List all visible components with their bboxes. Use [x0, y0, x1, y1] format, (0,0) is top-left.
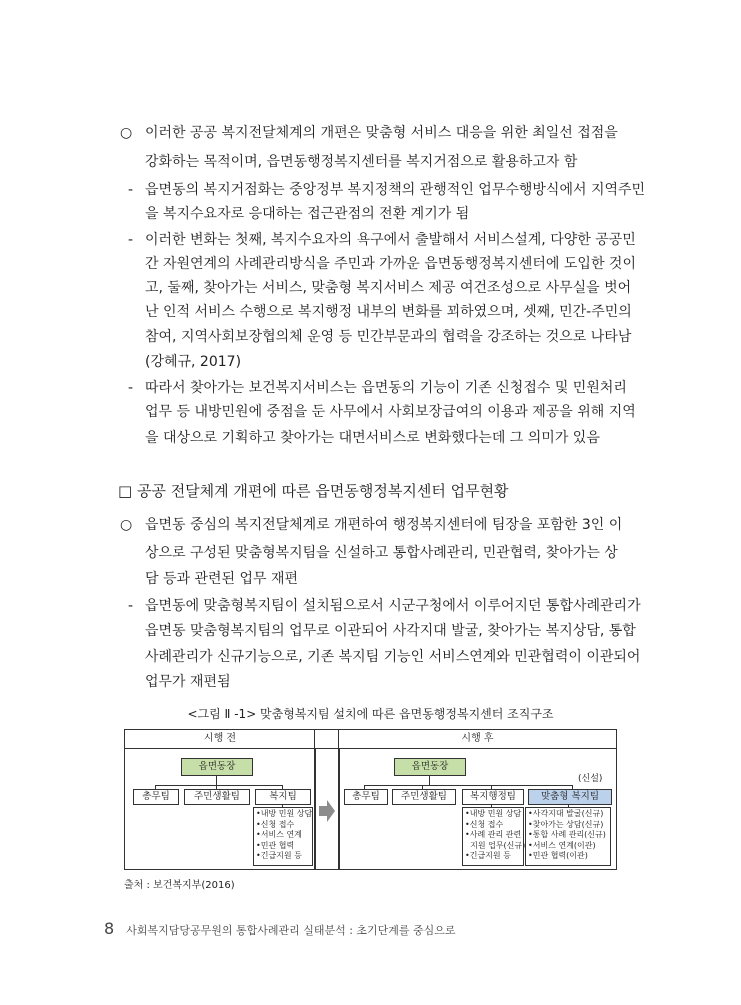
running-title: 사회복지담당공무원의 통합사례관리 실태분석 : 초기단계를 중심으로 — [126, 924, 456, 937]
text-line: 을 복지수요자로 응대하는 접근관점의 전환 계기가 됨 — [145, 206, 470, 222]
text-line: 읍면동에 맞춤형복지팀이 설치됨으로서 시군구청에서 이루어지던 통합사례관리가 — [145, 598, 641, 614]
before-head-box: 읍면동장 — [181, 758, 253, 776]
circle-bullet: ○ — [120, 517, 133, 533]
custom-task-list: •사각지대 발굴(신규) •찾아가는 상담(신규) •통합 사례 관리(신규) •서비스 연계(이관) •민관 협력(이관) — [525, 807, 611, 866]
text-line: 을 대상으로 기획하고 찾아가는 대면서비스로 변화했다는데 그 의미가 있음 — [145, 430, 600, 446]
org-chart-figure — [124, 729, 617, 870]
text-line: 상으로 구성된 맞춤형복지팀을 신설하고 통합사례관리, 민관협력, 찾아가는 상 — [145, 545, 618, 561]
text-line: 사례관리가 신규기능으로, 기존 복지팀 기능인 서비스연계와 민관협력이 이관되어 — [145, 649, 641, 665]
figure-source: 출처 : 보건복지부(2016) — [124, 880, 235, 891]
after-head-box: 읍면동장 — [394, 758, 466, 776]
text-line: 강화하는 목적이며, 읍면동행정복지센터를 복지거점으로 활용하고자 함 — [145, 154, 578, 170]
text-line: 간 자원연계의 사례관리방식을 주민과 가까운 읍면동행정복지센터에 도입한 것이 — [145, 256, 636, 272]
before-header: 시행 전 — [124, 729, 316, 749]
text-line: 이러한 공공 복지전달체계의 개편은 맞춤형 서비스 대응을 위한 최일선 접점을 — [145, 125, 618, 141]
team-box: 복지행정팀 — [462, 789, 524, 805]
text-line: (강혜규, 2017) — [145, 354, 242, 370]
new-label: (신설) — [578, 774, 603, 784]
team-box: 총무팀 — [344, 789, 388, 805]
text-line: 이러한 변화는 첫째, 복지수요자의 욕구에서 출발해서 서비스설계, 다양한 공공민 — [145, 232, 636, 248]
dash-bullet: - — [128, 232, 134, 248]
admin-task-list: •내방 민원 상담 •신청 접수 •사례 관리 관련 지원 업무(신규) •긴급지원 등 — [462, 807, 524, 866]
connector — [364, 785, 572, 786]
text-line: 업무가 재편됨 — [145, 674, 231, 690]
connector — [429, 775, 430, 785]
custom-team-box: 맞춤형 복지팀 — [528, 789, 612, 805]
dash-bullet: - — [128, 182, 134, 198]
text-line: 업무 등 내방민원에 중점을 둔 사무에서 사회보장급여의 이용과 제공을 위해 지역 — [145, 404, 636, 420]
dash-bullet: - — [128, 598, 134, 614]
text-line: 난 인적 서비스 수행으로 복지행정 내부의 변화를 꾀하였으며, 셋째, 민간-주민의 — [145, 304, 632, 320]
connector — [155, 785, 282, 786]
arrow-header — [314, 729, 340, 749]
text-line: 읍면동 중심의 복지전달체계로 개편하여 행정복지센터에 팀장을 포함한 3인 이 — [145, 517, 623, 533]
team-box: 주민생활팀 — [392, 789, 456, 805]
text-line: 고, 둘째, 찾아가는 서비스, 맞춤형 복지서비스 제공 여건조성으로 사무실을 벗어 — [145, 280, 632, 296]
page-number: 8 — [104, 919, 115, 938]
welfare-task-list: •내방 민원 상담 •신청 접수 •서비스 연계 •민관 협력 •긴급지원 등 — [253, 807, 313, 866]
page-footer — [104, 919, 456, 938]
text-line: 따라서 찾아가는 보건복지서비스는 읍면동의 기능이 기존 신청접수 및 민원처리 — [145, 380, 627, 396]
after-header: 시행 후 — [338, 729, 617, 749]
right-arrow-icon — [318, 799, 336, 823]
text-line: 담 등과 관련된 업무 재편 — [145, 571, 299, 587]
team-box: 주민생활팀 — [184, 789, 250, 805]
circle-bullet: ○ — [120, 125, 133, 141]
team-box: 복지팀 — [255, 789, 311, 805]
team-box: 총무팀 — [133, 789, 179, 805]
dash-bullet: - — [128, 380, 134, 396]
text-line: 참여, 지역사회보장협의체 운영 등 민간부문과의 협력을 강조하는 것으로 나타남 — [145, 329, 632, 345]
connector — [216, 775, 217, 785]
text-line: 읍면동 맞춤형복지팀의 업무로 이관되어 사각지대 발굴, 찾아가는 복지상담, 통합 — [145, 623, 636, 639]
figure-caption: <그림 Ⅱ -1> 맞춤형복지팀 설치에 따른 읍면동행정복지센터 조직구조 — [187, 707, 554, 721]
section-heading: □ 공공 전달체계 개편에 따른 읍면동행정복지센터 업무현황 — [118, 482, 509, 500]
text-line: 읍면동의 복지거점화는 중앙정부 복지정책의 관행적인 업무수행방식에서 지역주민 — [145, 182, 646, 198]
